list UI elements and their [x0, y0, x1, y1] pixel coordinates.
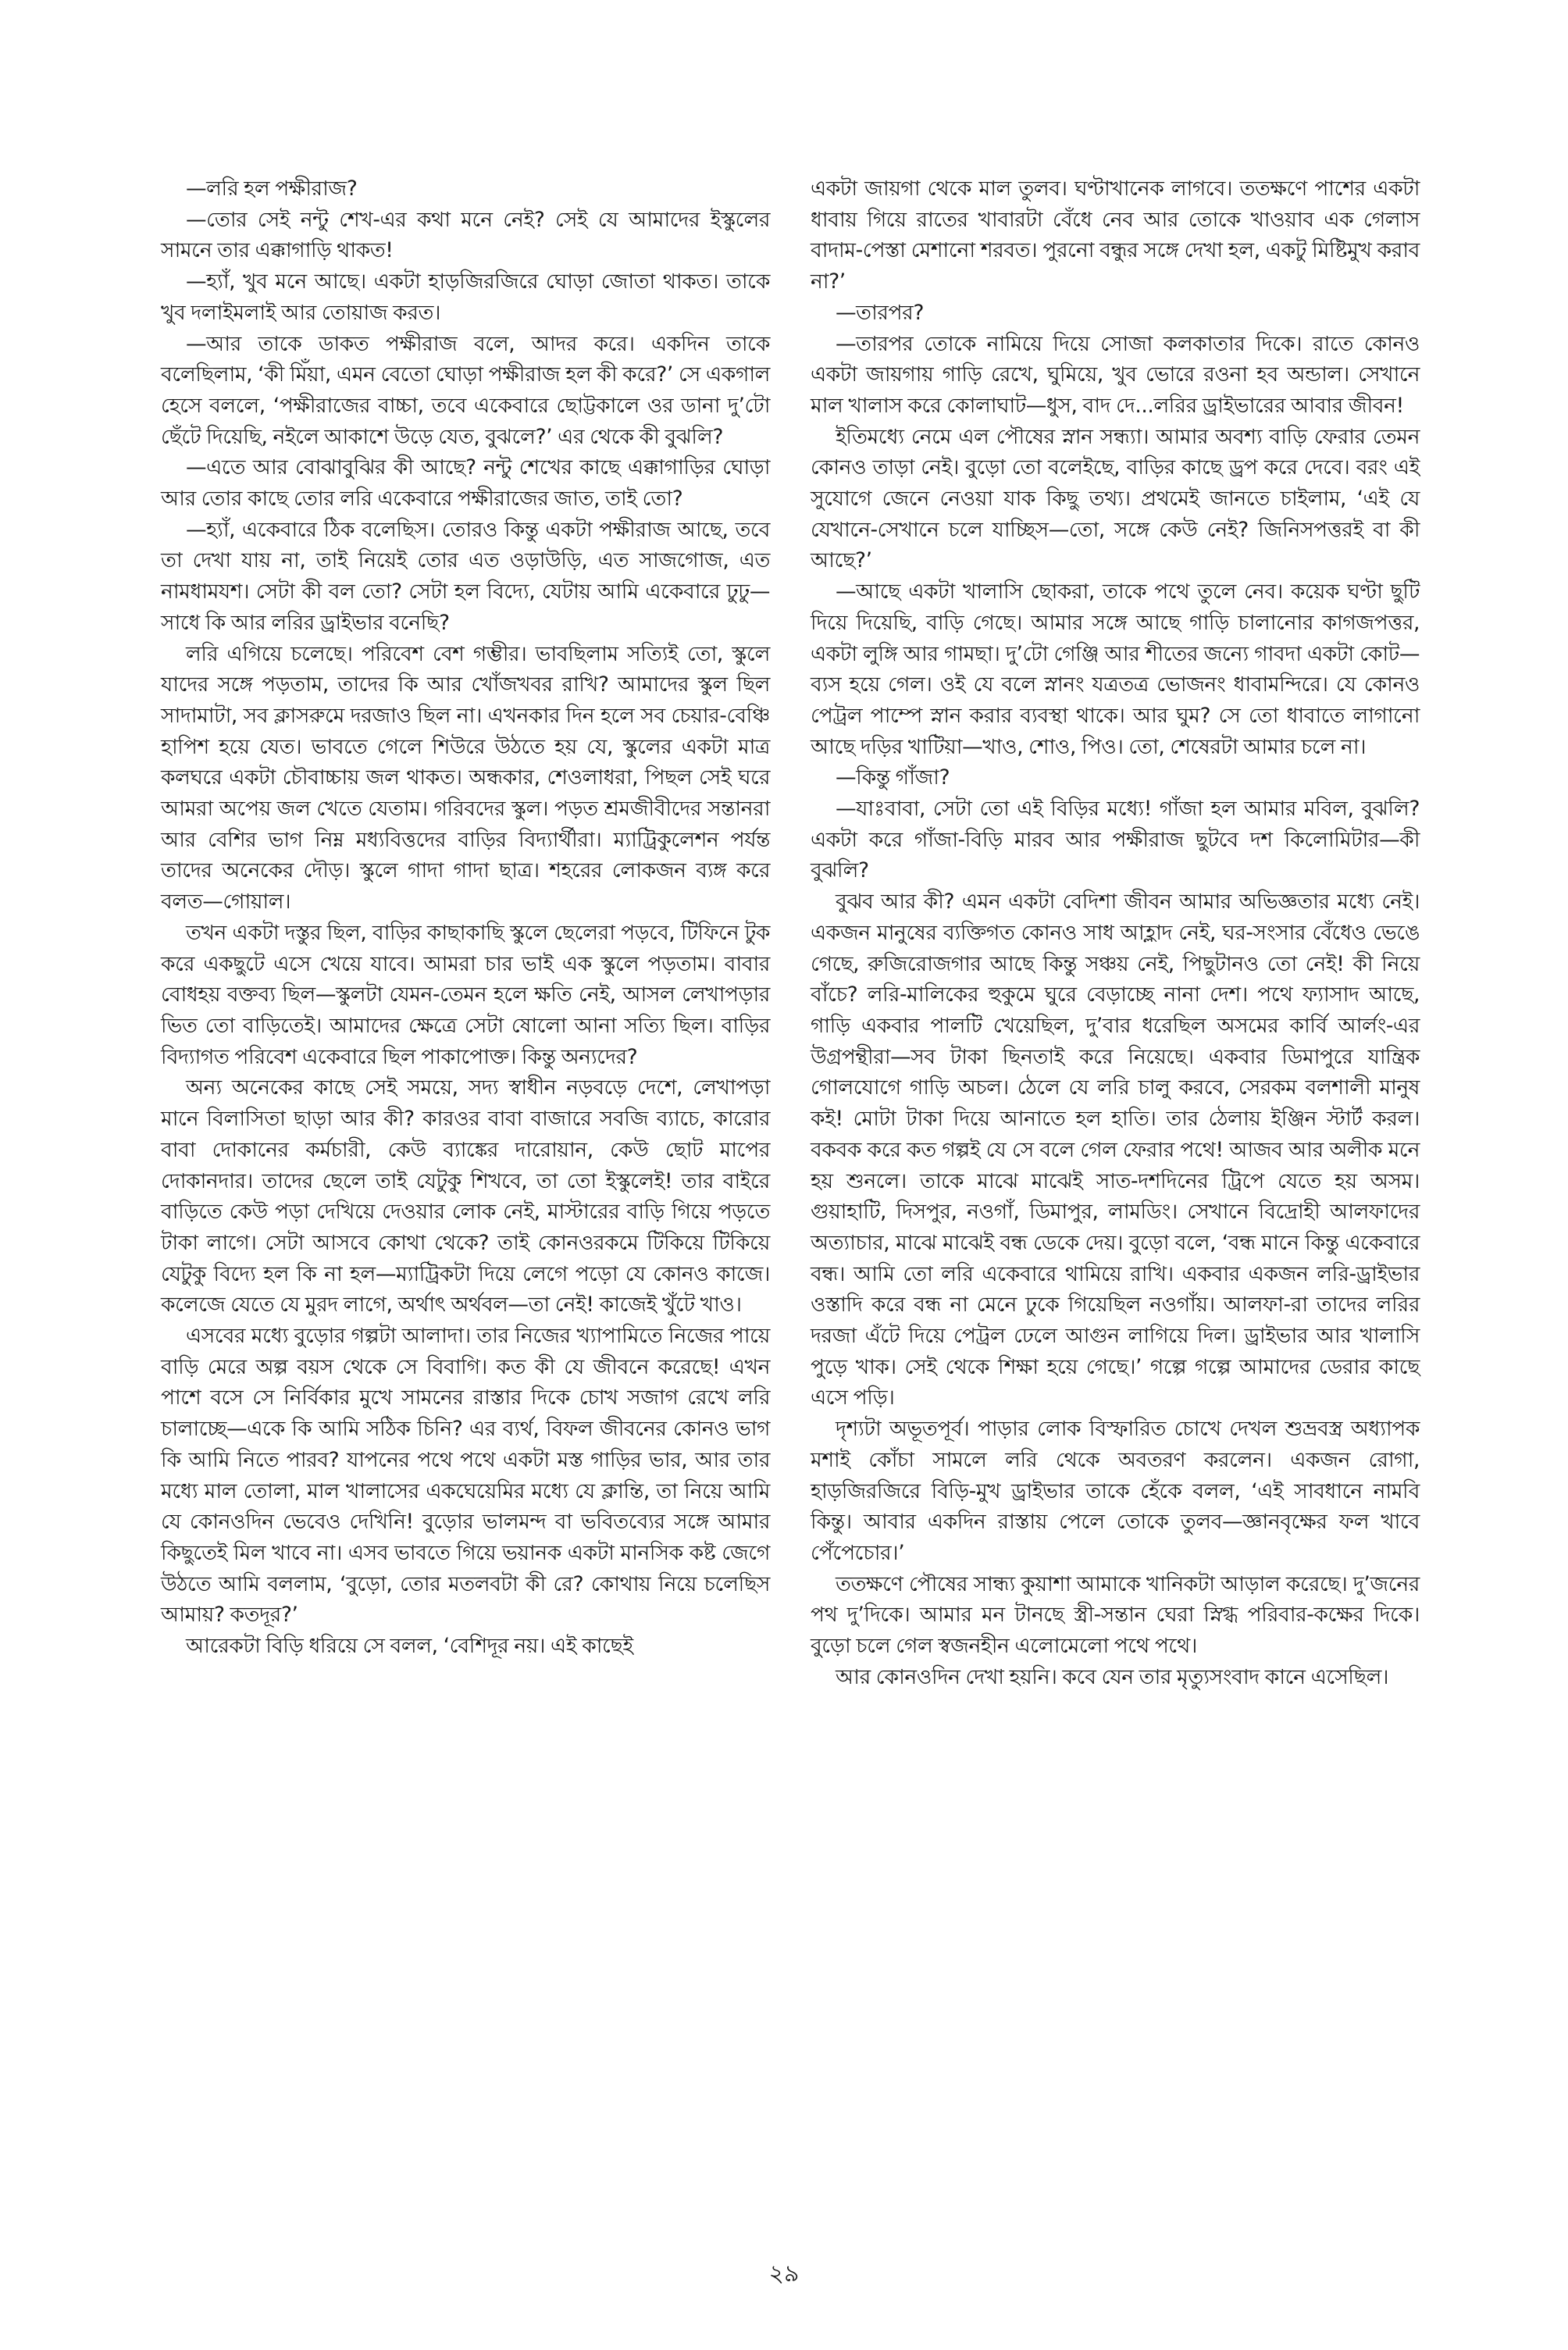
left-column	[161, 173, 770, 1662]
paragraph: দৃশ্যটা অভূতপূর্ব। পাড়ার লোক বিস্ফারিত চোখে দেখল শুভ্রবস্ত্র অধ্যাপক মশাই কোঁচা সামলে লরি থেকে অবতরণ করলেন। একজন রোগা, হাড়জিরজিরে বিড়ি-মুখ ড্রাইভার তাকে হেঁকে বলল, ‘এই সাবধানে নামবি কিন্তু। আবার একদিন রাস্তায় পেলে তোকে তুলব—জ্ঞানবৃক্ষের ফল খাবে পেঁপেচোর।’	[811, 1417, 1420, 1565]
paragraph: —এতে আর বোঝাবুঝির কী আছে? নন্টু শেখের কাছে এক্কাগাড়ির ঘোড়া আর তোর কাছে তোর লরি একেবারে পক্ষীরাজের জাত, তাই তো?	[161, 455, 770, 512]
paragraph: লরি এগিয়ে চলেছে। পরিবেশ বেশ গম্ভীর। ভাবছিলাম সত্যিই তো, স্কুলে যাদের সঙ্গে পড়তাম, তাদের কি আর খোঁজখবর রাখি? আমাদের স্কুল ছিল সাদামাটা, সব ক্লাসরুমে দরজাও ছিল না। এখনকার দিন হলে সব চেয়ার-বেঞ্চি হাপিশ হয়ে যেত। ভাবতে গেলে শিউরে উঠতে হয় যে, স্কুলের একটা মাত্র কলঘরে একটা চৌবাচ্চায় জল থাকত। অন্ধকার, শেওলাধরা, পিছল সেই ঘরে আমরা অপেয় জল খেতে যেতাম। গরিবদের স্কুল। পড়ত শ্রমজীবীদের সন্তানরা আর বেশির ভাগ নিম্ন মধ্যবিত্তদের বাড়ির বিদ্যার্থীরা। ম্যাট্রিকুলেশন পর্যন্ত তাদের অনেকের দৌড়। স্কুলে গাদা গাদা ছাত্র। শহরের লোকজন ব্যঙ্গ করে বলত—গোয়াল।	[161, 641, 770, 915]
paragraph: —তারপর?	[836, 300, 924, 325]
paragraph: —আছে একটা খালাসি ছোকরা, তাকে পথে তুলে নেব। কয়েক ঘণ্টা ছুটি দিয়ে দিয়েছি, বাড়ি গেছে। আমার সঙ্গে আছে গাড়ি চালানোর কাগজপত্তর, একটা লুঙ্গি আর গামছা। দু’টো গেঞ্জি আর শীতের জন্যে গাবদা একটা কোট—ব্যস হয়ে গেল। ওই যে বলে স্নানং যত্রতত্র ভোজনং ধাবামন্দিরে। যে কোনও পেট্রল পাম্পে স্নান করার ব্যবস্থা থাকে। আর ঘুম? সে তো ধাবাতে লাগানো আছে দড়ির খাটিয়া—খাও, শোও, পিও। তো, শেষেরটা আমার চলে না।	[811, 579, 1420, 759]
paragraph: —যাঃবাবা, সেটা তো এই বিড়ির মধ্যে! গাঁজা হল আমার মবিল, বুঝলি? একটা করে গাঁজা-বিড়ি মারব আর পক্ষীরাজ ছুটবে দশ কিলোমিটার—কী বুঝলি?	[811, 797, 1420, 883]
page-number: ২৯	[768, 2260, 800, 2288]
paragraph: তখন একটা দস্তুর ছিল, বাড়ির কাছাকাছি স্কুলে ছেলেরা পড়বে, টিফিনে টুক করে একছুটে এসে খেয়ে যাবে। আমরা চার ভাই এক স্কুলে পড়তাম। বাবার বোধহয় বক্তব্য ছিল—স্কুলটা যেমন-তেমন হলে ক্ষতি নেই, আসল লেখাপড়ার ভিত তো বাড়িতেই। আমাদের ক্ষেত্রে সেটা ষোলো আনা সত্যি ছিল। বাড়ির বিদ্যাগত পরিবেশ একেবারে ছিল পাকাপোক্ত। কিন্তু অন্যদের?	[161, 920, 770, 1069]
paragraph: —তোর সেই নন্টু শেখ-এর কথা মনে নেই? সেই যে আমাদের ইস্কুলের সামনে তার এক্কাগাড়ি থাকত!	[161, 207, 770, 263]
paragraph: —হ্যাঁ, খুব মনে আছে। একটা হাড়জিরজিরে ঘোড়া জোতা থাকত। তাকে খুব দলাইমলাই আর তোয়াজ করত।	[161, 269, 770, 325]
paragraph: বুঝব আর কী? এমন একটা বেদিশা জীবন আমার অভিজ্ঞতার মধ্যে নেই। একজন মানুষের ব্যক্তিগত কোনও সাধ আহ্লাদ নেই, ঘর-সংসার বেঁধেও ভেঙে গেছে, রুজিরোজগার আছে কিন্তু সঞ্চয় নেই, পিছুটানও তো নেই! কী নিয়ে বাঁচে? লরি-মালিকের হুকুমে ঘুরে বেড়াচ্ছে নানা দেশ। পথে ফ্যাসাদ আছে, গাড়ি একবার পালটি খেয়েছিল, দু’বার ধরেছিল অসমের কার্বি আর্লং-এর উগ্রপন্থীরা—সব টাকা ছিনতাই করে নিয়েছে। একবার ডিমাপুরে যান্ত্রিক গোলযোগে গাড়ি অচল। ঠেলে যে লরি চালু করবে, সেরকম বলশালী মানুষ কই! মোটা টাকা দিয়ে আনাতে হল হাতি। তার ঠেলায় ইঞ্জিন স্টার্ট করল। বকবক করে কত গল্পই যে সে বলে গেল ফেরার পথে! আজব আর অলীক মনে হয় শুনলে। তাকে মাঝে মাঝেই সাত-দশদিনের ট্রিপে যেতে হয় অসম। গুয়াহাটি, দিসপুর, নওগাঁ, ডিমাপুর, লামডিং। সেখানে বিদ্রোহী আলফাদের অত্যাচার, মাঝে মাঝেই বন্ধ ডেকে দেয়। বুড়ো বলে, ‘বন্ধ মানে কিন্তু একেবারে বন্ধ। আমি তো লরি একেবারে থামিয়ে রাখি। একবার একজন লরি-ড্রাইভার ওস্তাদি করে বন্ধ না মেনে ঢুকে গিয়েছিল নওগাঁয়। আলফা-রা তাদের লরির দরজা এঁটে দিয়ে পেট্রল ঢেলে আগুন লাগিয়ে দিল। ড্রাইভার আর খালাসি পুড়ে খাক। সেই থেকে শিক্ষা হয়ে গেছে।’ গল্পে গল্পে আমাদের ডেরার কাছে এসে পড়ি।	[811, 890, 1420, 1410]
paragraph: —কিন্তু গাঁজা?	[836, 765, 950, 790]
paragraph: অন্য অনেকের কাছে সেই সময়ে, সদ্য স্বাধীন নড়বড়ে দেশে, লেখাপড়া মানে বিলাসিতা ছাড়া আর কী? কারওর বাবা বাজারে সবজি ব্যাচে, কারোর বাবা দোকানের কর্মচারী, কেউ ব্যাঙ্কের দারোয়ান, কেউ ছোট মাপের দোকানদার। তাদের ছেলে তাই যেটুকু শিখবে, তা তো ইস্কুলেই! তার বাইরে বাড়িতে কেউ পড়া দেখিয়ে দেওয়ার লোক নেই, মাস্টারের বাড়ি গিয়ে পড়তে টাকা লাগে। সেটা আসবে কোথা থেকে? তাই কোনওরকমে টিকিয়ে টিকিয়ে যেটুকু বিদ্যে হল কি না হল—ম্যাট্রিকটা দিয়ে লেগে পড়ো যে কোনও কাজে। কলেজে যেতে যে মুরদ লাগে, অর্থাৎ অর্থবল—তা নেই! কাজেই খুঁটে খাও।	[161, 1075, 770, 1318]
paragraph: —হ্যাঁ, একেবারে ঠিক বলেছিস। তোরও কিন্তু একটা পক্ষীরাজ আছে, তবে তা দেখা যায় না, তাই নিয়েই তোর এত ওড়াউড়ি, এত সাজগোজ, এত নামধামযশ। সেটা কী বল তো? সেটা হল বিদ্যে, যেটায় আমি একেবারে ঢুঢু—সাধে কি আর লরির ড্রাইভার বনেছি?	[161, 517, 770, 635]
paragraph: —আর তাকে ডাকত পক্ষীরাজ বলে, আদর করে। একদিন তাকে বলেছিলাম, ‘কী মিঁয়া, এমন বেতো ঘোড়া পক্ষীরাজ হল কী করে?’ সে একগাল হেসে বললে, ‘পক্ষীরাজের বাচ্চা, তবে একেবারে ছোট্টকালে ওর ডানা দু’টো ছেঁটে দিয়েছি, নইলে আকাশে উড়ে যেত, বুঝলে?’ এর থেকে কী বুঝলি?	[161, 331, 770, 449]
paragraph: —লরি হল পক্ষীরাজ?	[186, 177, 358, 201]
paragraph: ততক্ষণে পৌষের সান্ধ্য কুয়াশা আমাকে খানিকটা আড়াল করেছে। দু’জনের পথ দু’দিকে। আমার মন টানছে স্ত্রী-সন্তান ঘেরা স্নিগ্ধ পরিবার-কক্ষের দিকে। বুড়ো চলে গেল স্বজনহীন এলোমেলো পথে পথে।	[811, 1571, 1420, 1659]
paragraph: আরেকটা বিড়ি ধরিয়ে সে বলল, ‘বেশিদূর নয়। এই কাছেই	[186, 1634, 633, 1659]
paragraph: একটা জায়গা থেকে মাল তুলব। ঘণ্টাখানেক লাগবে। ততক্ষণে পাশের একটা ধাবায় গিয়ে রাতের খাবারটা বেঁধে নেব আর তোকে খাওয়াব এক গেলাস বাদাম-পেস্তা মেশানো শরবত। পুরনো বন্ধুর সঙ্গে দেখা হল, একটু মিষ্টিমুখ করাব না?’	[811, 177, 1420, 294]
paragraph: ইতিমধ্যে নেমে এল পৌষের স্নান সন্ধ্যা। আমার অবশ্য বাড়ি ফেরার তেমন কোনও তাড়া নেই। বুড়ো তো বলেইছে, বাড়ির কাছে ড্রপ করে দেবে। বরং এই সুযোগে জেনে নেওয়া যাক কিছু তথ্য। প্রথমেই জানতে চাইলাম, ‘এই যে যেখানে-সেখানে চলে যাচ্ছিস—তো, সঙ্গে কেউ নেই? জিনিসপত্তরই বা কী আছে?’	[811, 424, 1420, 573]
paragraph: আর কোনওদিন দেখা হয়নি। কবে যেন তার মৃত্যুসংবাদ কানে এসেছিল।	[836, 1664, 1389, 1689]
paragraph: এসবের মধ্যে বুড়োর গল্পটা আলাদা। তার নিজের খ্যাপামিতে নিজের পায়ে বাড়ি মেরে অল্প বয়স থেকে সে বিবাগি। কত কী যে জীবনে করেছে! এখন পাশে বসে সে নির্বিকার মুখে সামনের রাস্তার দিকে চোখ সজাগ রেখে লরি চালাচ্ছে—একে কি আমি সঠিক চিনি? এর ব্যর্থ, বিফল জীবনের কোনও ভাগ কি আমি নিতে পারব? যাপনের পথে পথে একটা মস্ত গাড়ির ভার, আর তার মধ্যে মাল তোলা, মাল খালাসের একঘেয়েমির মধ্যে যে ক্লান্তি, তা নিয়ে আমি যে কোনওদিন ভেবেও দেখিনি! বুড়োর ভালমন্দ বা ভবিতব্যের সঙ্গে আমার কিছুতেই মিল খাবে না। এসব ভাবতে গিয়ে ভয়ানক একটা মানসিক কষ্ট জেগে উঠতে আমি বললাম, ‘বুড়ো, তোর মতলবটা কী রে? কোথায় নিয়ে চলেছিস আমায়? কতদূর?’	[161, 1324, 770, 1628]
paragraph: —তারপর তোকে নামিয়ে দিয়ে সোজা কলকাতার দিকে। রাতে কোনও একটা জায়গায় গাড়ি রেখে, ঘুমিয়ে, খুব ভোরে রওনা হব অন্ডাল। সেখানে মাল খালাস করে কোলাঘাট—ধুস, বাদ দে...লরির ড্রাইভারের আবার জীবন!	[811, 331, 1420, 418]
right-column	[811, 173, 1420, 1692]
